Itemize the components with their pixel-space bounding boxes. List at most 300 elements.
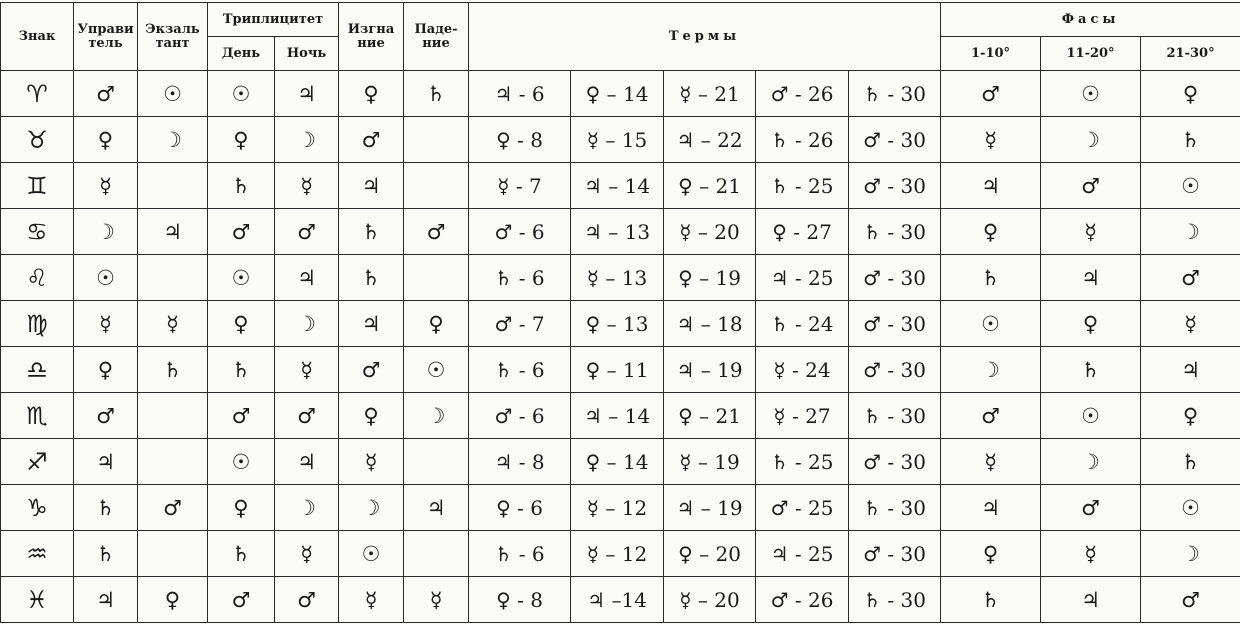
header-sign	[1, 3, 74, 71]
detriment-cell: ☉	[339, 531, 404, 577]
term-cell	[571, 209, 664, 255]
term-cell	[756, 531, 849, 577]
term-planet: ♂	[863, 127, 882, 152]
term-planet: ♄	[863, 81, 882, 106]
term-cell	[664, 163, 756, 209]
header-detriment-line1: Изгна	[347, 21, 395, 37]
term-planet: ♃	[676, 311, 695, 336]
term-degree: - 6	[518, 265, 545, 290]
term-planet: ♂	[863, 265, 882, 290]
term-degree: - 25	[794, 541, 834, 566]
term-planet: ♀	[585, 81, 601, 106]
face-cell: ♀	[941, 531, 1041, 577]
header-exalt	[138, 3, 208, 71]
term-planet: ♀	[585, 311, 601, 336]
term-planet: ☿	[679, 81, 692, 106]
sign-cell: ♋	[1, 209, 74, 255]
header-triplicity	[208, 3, 339, 37]
term-degree: - 6	[518, 219, 545, 244]
term-planet: ♀	[678, 403, 693, 428]
fall-cell	[404, 531, 469, 577]
term-cell	[571, 255, 664, 301]
header-sign-label: Знак	[18, 28, 56, 44]
term-planet: ♂	[494, 311, 513, 336]
triplicity-night-cell: ☿	[275, 347, 339, 393]
header-face-1-label: 1-10°	[971, 45, 1011, 61]
term-degree: - 6	[518, 357, 545, 382]
face-cell: ♂	[941, 71, 1041, 117]
table-row	[1, 71, 1240, 117]
ruler-cell: ♀	[74, 117, 138, 163]
exalt-cell: ♀	[138, 577, 208, 623]
term-planet: ♃	[583, 219, 602, 244]
exalt-cell: ☿	[138, 301, 208, 347]
fall-cell: ☿	[404, 577, 469, 623]
ruler-cell: ♃	[74, 577, 138, 623]
header-terms	[469, 3, 941, 71]
term-degree: - 6	[518, 403, 545, 428]
term-degree: – 13	[605, 265, 648, 290]
term-planet: ♂	[494, 219, 513, 244]
term-cell	[849, 163, 941, 209]
triplicity-day-cell: ☉	[208, 439, 275, 485]
header-fall	[404, 3, 469, 71]
sign-cell: ♓	[1, 577, 74, 623]
term-cell	[756, 71, 849, 117]
term-planet: ♄	[494, 265, 513, 290]
term-cell	[664, 531, 756, 577]
sign-cell: ♉	[1, 117, 74, 163]
sign-cell: ♎	[1, 347, 74, 393]
sign-cell: ♊	[1, 163, 74, 209]
ruler-cell: ♀	[74, 347, 138, 393]
term-planet: ♄	[494, 541, 513, 566]
table-row	[1, 577, 1240, 623]
term-cell	[571, 347, 664, 393]
term-cell	[756, 485, 849, 531]
triplicity-day-cell: ♄	[208, 163, 275, 209]
term-degree: - 30	[887, 311, 926, 336]
term-degree: – 21	[699, 403, 741, 428]
term-cell	[571, 577, 664, 623]
term-degree: - 25	[794, 495, 834, 520]
face-cell: ♃	[941, 485, 1041, 531]
triplicity-night-cell: ☽	[275, 485, 339, 531]
face-cell: ☽	[941, 347, 1041, 393]
exalt-cell: ☉	[138, 71, 208, 117]
term-degree: – 15	[605, 127, 648, 152]
face-cell: ☉	[1041, 71, 1141, 117]
term-cell	[571, 71, 664, 117]
header-night-label: Ночь	[286, 45, 327, 61]
detriment-cell: ♃	[339, 301, 404, 347]
term-degree: - 7	[515, 173, 542, 198]
face-cell: ♃	[1041, 255, 1141, 301]
term-degree: - 27	[792, 403, 831, 428]
term-degree: – 11	[606, 357, 649, 382]
table-row	[1, 163, 1240, 209]
triplicity-day-cell: ♄	[208, 347, 275, 393]
face-cell: ☉	[941, 301, 1041, 347]
term-degree: - 6	[518, 541, 545, 566]
term-cell	[469, 71, 571, 117]
exalt-cell: ☽	[138, 117, 208, 163]
term-cell	[849, 439, 941, 485]
header-detriment	[339, 3, 404, 71]
exalt-cell	[138, 531, 208, 577]
term-planet: ☿	[586, 495, 600, 520]
face-cell: ☽	[1041, 439, 1141, 485]
ruler-cell: ♂	[74, 393, 138, 439]
fall-cell: ♀	[404, 301, 469, 347]
term-planet: ♀	[772, 219, 787, 244]
header-exalt-line1: Экзаль	[145, 21, 200, 37]
term-degree: - 30	[887, 403, 926, 428]
fall-cell	[404, 439, 469, 485]
header-faces	[941, 3, 1240, 37]
fall-cell	[404, 163, 469, 209]
face-cell: ☽	[1041, 117, 1141, 163]
term-planet: ♀	[678, 541, 693, 566]
term-degree: – 19	[699, 265, 741, 290]
exalt-cell: ♃	[138, 209, 208, 255]
term-planet: ♀	[585, 357, 601, 382]
term-degree: – 20	[697, 587, 740, 612]
exalt-cell	[138, 439, 208, 485]
term-degree: - 30	[887, 587, 926, 612]
detriment-cell: ☿	[339, 577, 404, 623]
fall-cell: ☉	[404, 347, 469, 393]
term-planet: ♄	[770, 173, 789, 198]
face-cell: ♂	[1041, 485, 1141, 531]
term-planet: ♂	[863, 311, 882, 336]
term-planet: ♃	[583, 173, 602, 198]
term-degree: – 19	[700, 357, 743, 382]
triplicity-night-cell: ♂	[275, 577, 339, 623]
face-cell: ♃	[1041, 577, 1141, 623]
ruler-cell: ♂	[74, 71, 138, 117]
term-cell	[756, 439, 849, 485]
header-face-1	[941, 37, 1041, 71]
term-cell	[664, 439, 756, 485]
term-planet: ♄	[863, 495, 882, 520]
exalt-cell: ♂	[138, 485, 208, 531]
term-planet: ☿	[497, 173, 510, 198]
fall-cell: ♂	[404, 209, 469, 255]
face-cell: ♂	[1141, 577, 1240, 623]
term-planet: ♀	[585, 449, 601, 474]
face-cell: ☿	[941, 117, 1041, 163]
face-cell: ☽	[1141, 209, 1240, 255]
term-cell	[849, 485, 941, 531]
term-degree: - 24	[794, 311, 834, 336]
term-cell	[571, 301, 664, 347]
face-cell: ♀	[1141, 71, 1240, 117]
header-triplicity-label: Триплицитет	[222, 11, 324, 27]
term-degree: - 25	[794, 265, 834, 290]
term-cell	[469, 117, 571, 163]
fall-cell: ♃	[404, 485, 469, 531]
term-planet: ☿	[679, 587, 692, 612]
term-degree: – 21	[699, 173, 741, 198]
term-degree: - 30	[887, 541, 926, 566]
term-planet: ♂	[863, 541, 882, 566]
term-planet: ♃	[770, 265, 789, 290]
header-terms-label: Термы	[668, 28, 741, 44]
exalt-cell	[138, 393, 208, 439]
header-day	[208, 37, 275, 71]
detriment-cell: ♀	[339, 71, 404, 117]
term-cell	[756, 301, 849, 347]
term-planet: ♂	[494, 403, 513, 428]
triplicity-night-cell: ♂	[275, 209, 339, 255]
term-cell	[849, 71, 941, 117]
term-cell	[849, 577, 941, 623]
term-cell	[849, 393, 941, 439]
triplicity-day-cell: ♀	[208, 485, 275, 531]
term-degree: –14	[611, 587, 647, 612]
face-cell: ☿	[1041, 531, 1141, 577]
triplicity-day-cell: ♀	[208, 117, 275, 163]
term-cell	[664, 393, 756, 439]
term-cell	[469, 255, 571, 301]
triplicity-night-cell: ♃	[275, 71, 339, 117]
header-face-3	[1141, 37, 1240, 71]
term-planet: ♂	[770, 495, 789, 520]
face-cell: ♄	[941, 577, 1041, 623]
term-cell	[571, 163, 664, 209]
term-cell	[664, 71, 756, 117]
term-cell	[469, 301, 571, 347]
triplicity-night-cell: ♃	[275, 255, 339, 301]
term-planet: ♃	[676, 357, 695, 382]
face-cell: ☉	[1141, 163, 1240, 209]
detriment-cell: ♄	[339, 209, 404, 255]
table-row	[1, 301, 1240, 347]
term-planet: ♄	[863, 219, 882, 244]
ruler-cell: ☿	[74, 301, 138, 347]
ruler-cell: ☉	[74, 255, 138, 301]
term-cell	[756, 577, 849, 623]
term-cell	[664, 117, 756, 163]
detriment-cell: ♀	[339, 393, 404, 439]
term-degree: - 24	[792, 357, 831, 382]
term-cell	[664, 255, 756, 301]
term-degree: - 26	[794, 81, 834, 106]
header-face-2-label: 11-20°	[1066, 45, 1115, 61]
term-planet: ♂	[863, 173, 882, 198]
term-cell	[469, 347, 571, 393]
term-planet: ♃	[770, 541, 789, 566]
term-planet: ☿	[586, 541, 600, 566]
term-degree: – 12	[605, 541, 648, 566]
term-degree: - 30	[887, 357, 926, 382]
table-row	[1, 117, 1240, 163]
triplicity-day-cell: ☉	[208, 71, 275, 117]
term-planet: ☿	[773, 403, 786, 428]
term-planet: ♃	[583, 403, 602, 428]
term-degree: – 13	[608, 219, 651, 244]
term-degree: – 14	[608, 403, 651, 428]
fall-cell: ♄	[404, 71, 469, 117]
term-degree: - 30	[887, 449, 926, 474]
term-degree: - 30	[887, 495, 926, 520]
term-cell	[469, 439, 571, 485]
term-planet: ♄	[494, 357, 513, 382]
term-degree: – 21	[697, 81, 740, 106]
term-planet: ♄	[770, 311, 789, 336]
term-planet: ♂	[770, 587, 789, 612]
term-cell	[664, 209, 756, 255]
face-cell: ☽	[1141, 531, 1240, 577]
detriment-cell: ♂	[339, 117, 404, 163]
table-row	[1, 209, 1240, 255]
sign-cell: ♌	[1, 255, 74, 301]
detriment-cell: ♄	[339, 255, 404, 301]
term-degree: - 26	[794, 587, 834, 612]
face-cell: ☿	[1041, 209, 1141, 255]
face-cell: ♄	[1041, 347, 1141, 393]
exalt-cell: ♄	[138, 347, 208, 393]
fall-cell: ☽	[404, 393, 469, 439]
term-degree: – 14	[608, 173, 651, 198]
term-degree: - 8	[517, 587, 543, 612]
term-planet: ♂	[863, 357, 882, 382]
face-cell: ♄	[941, 255, 1041, 301]
header-day-label: День	[221, 45, 261, 61]
term-degree: - 30	[887, 219, 926, 244]
term-cell	[756, 209, 849, 255]
header-exalt-line2: тант	[155, 35, 190, 51]
term-degree: - 6	[517, 495, 543, 520]
term-degree: - 27	[793, 219, 832, 244]
triplicity-day-cell: ♂	[208, 209, 275, 255]
ruler-cell: ☽	[74, 209, 138, 255]
fall-cell	[404, 255, 469, 301]
term-planet: ♀	[496, 495, 511, 520]
term-degree: - 8	[517, 127, 543, 152]
term-planet: ☿	[679, 219, 692, 244]
term-degree: – 19	[697, 449, 740, 474]
dignities-table	[0, 2, 1240, 623]
term-cell	[849, 117, 941, 163]
term-degree: - 30	[887, 127, 926, 152]
table-row	[1, 531, 1240, 577]
term-degree: - 30	[887, 265, 926, 290]
term-cell	[469, 393, 571, 439]
ruler-cell: ♄	[74, 485, 138, 531]
header-ruler-line2: тель	[88, 35, 123, 51]
face-cell: ♃	[1141, 347, 1240, 393]
triplicity-night-cell: ☽	[275, 117, 339, 163]
term-planet: ♀	[496, 127, 511, 152]
term-planet: ♃	[494, 81, 513, 106]
term-cell	[469, 209, 571, 255]
triplicity-night-cell: ♃	[275, 439, 339, 485]
fall-cell	[404, 117, 469, 163]
term-planet: ♀	[678, 173, 693, 198]
header-night	[275, 37, 339, 71]
term-cell	[849, 347, 941, 393]
detriment-cell: ♂	[339, 347, 404, 393]
exalt-cell	[138, 163, 208, 209]
term-cell	[756, 347, 849, 393]
header-fall-line2: ние	[422, 35, 450, 51]
table-row	[1, 393, 1240, 439]
face-cell: ♂	[1041, 163, 1141, 209]
term-planet: ☿	[773, 357, 786, 382]
detriment-cell: ☿	[339, 439, 404, 485]
face-cell: ♄	[1141, 439, 1240, 485]
table-row	[1, 439, 1240, 485]
header-face-2	[1041, 37, 1141, 71]
term-degree: - 8	[518, 449, 545, 474]
term-planet: ♂	[770, 81, 789, 106]
term-cell	[469, 577, 571, 623]
triplicity-night-cell: ☿	[275, 531, 339, 577]
term-degree: - 30	[887, 173, 926, 198]
table-row	[1, 347, 1240, 393]
sign-cell: ♍	[1, 301, 74, 347]
term-planet: ♀	[678, 265, 693, 290]
term-cell	[469, 163, 571, 209]
ruler-cell: ♄	[74, 531, 138, 577]
term-planet: ♄	[863, 587, 882, 612]
term-planet: ☿	[586, 265, 600, 290]
triplicity-day-cell: ♂	[208, 393, 275, 439]
triplicity-day-cell: ☉	[208, 255, 275, 301]
face-cell: ♃	[941, 163, 1041, 209]
face-cell: ♀	[941, 209, 1041, 255]
term-degree: – 14	[606, 81, 649, 106]
triplicity-night-cell: ♂	[275, 393, 339, 439]
header-ruler-line1: Управи	[77, 21, 134, 37]
face-cell: ♄	[1141, 117, 1240, 163]
term-degree: – 20	[699, 541, 741, 566]
term-degree: - 6	[518, 81, 545, 106]
term-planet: ♄	[770, 449, 789, 474]
term-degree: - 25	[794, 449, 834, 474]
header-face-3-label: 21-30°	[1166, 45, 1215, 61]
sign-cell: ♐	[1, 439, 74, 485]
sign-cell: ♈	[1, 71, 74, 117]
triplicity-night-cell: ☽	[275, 301, 339, 347]
term-degree: – 20	[697, 219, 740, 244]
sign-cell: ♑	[1, 485, 74, 531]
term-cell	[849, 209, 941, 255]
face-cell: ♀	[1041, 301, 1141, 347]
term-cell	[756, 117, 849, 163]
term-cell	[756, 163, 849, 209]
header-fall-line1: Паде-	[414, 21, 458, 37]
term-degree: - 25	[794, 173, 834, 198]
term-degree: – 22	[700, 127, 743, 152]
term-planet: ♄	[770, 127, 789, 152]
term-cell	[849, 255, 941, 301]
face-cell: ♂	[1141, 255, 1240, 301]
term-degree: – 18	[700, 311, 743, 336]
term-cell	[571, 485, 664, 531]
term-degree: - 26	[794, 127, 834, 152]
term-planet: ♃	[676, 127, 695, 152]
term-cell	[469, 531, 571, 577]
term-cell	[849, 531, 941, 577]
term-degree: – 13	[606, 311, 649, 336]
header-ruler	[74, 3, 138, 71]
triplicity-day-cell: ♀	[208, 301, 275, 347]
triplicity-day-cell: ♂	[208, 577, 275, 623]
term-cell	[664, 485, 756, 531]
